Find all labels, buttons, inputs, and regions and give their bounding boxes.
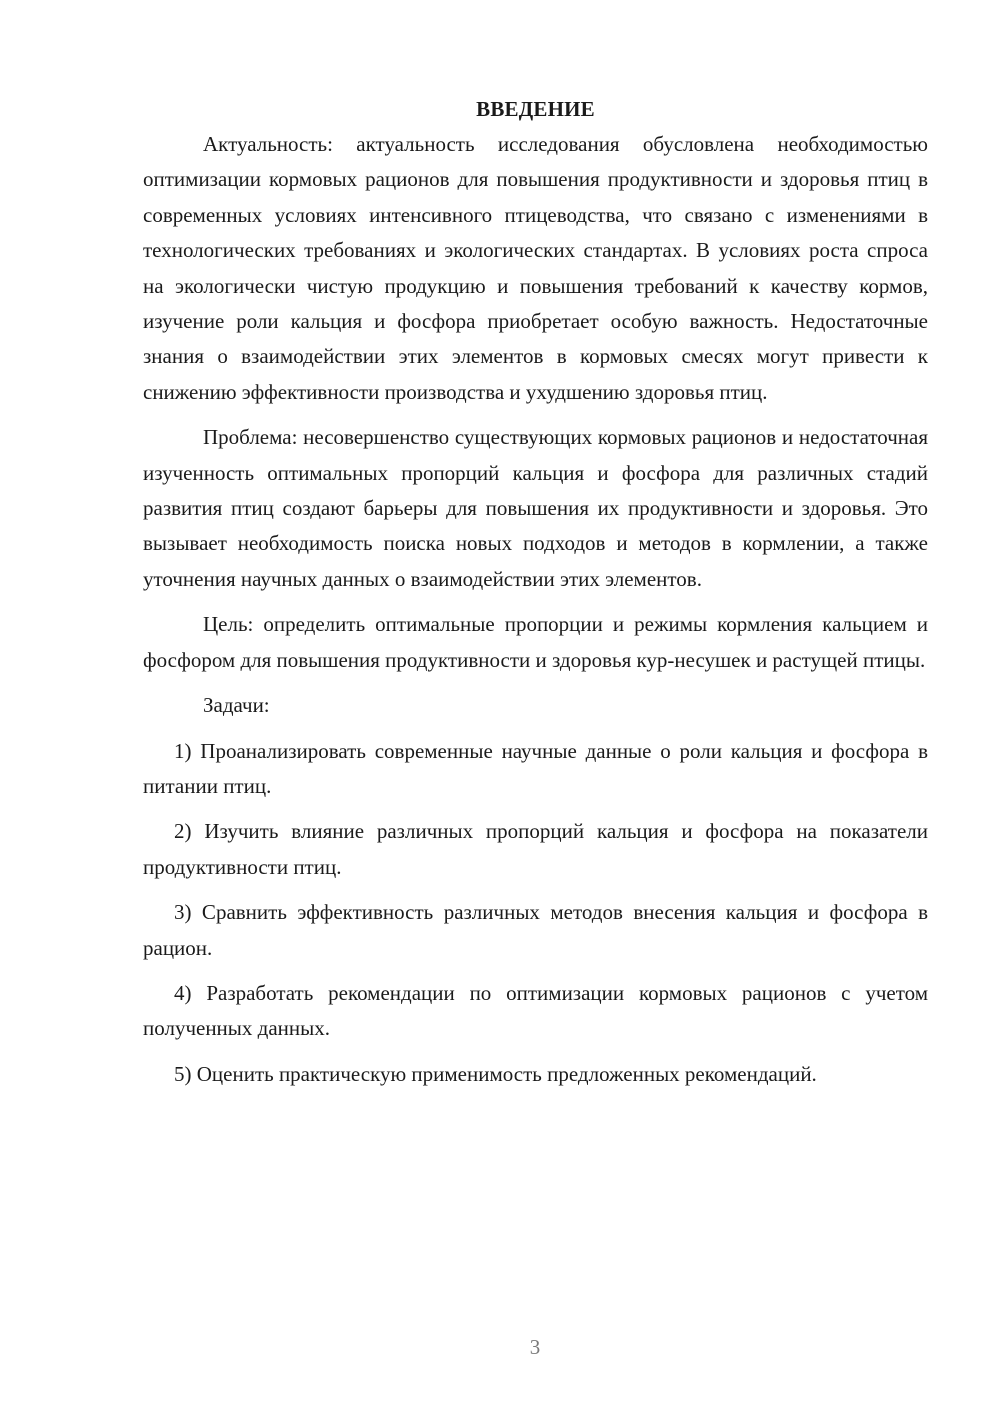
task-item-5: 5) Оценить практическую применимость предложенных рекомендаций.: [174, 1061, 817, 1086]
task-item-3: 3) Сравнить эффективность различных методов внесения кальция и фосфора в рацион.: [143, 900, 928, 960]
section-heading: ВВЕДЕНИЕ: [476, 97, 595, 121]
goal-paragraph: Цель: определить оптимальные пропорции и режимы кормления кальцием и фосфором для повышения продуктивности и здоровья кур-несушек и растущей птицы.: [143, 612, 928, 672]
relevance-paragraph: Актуальность: актуальность исследования обусловлена необходимостью оптимизации кормовых рационов для повышения продуктивности и здоровья птиц в современных условиях интенсивного птицеводства, что связано с изменениями в технологических требованиях и экологических стандартах. В условиях роста спроса на экологически чистую продукцию и повышения требований к качеству кормов, изучение роли кальция и фосфора приобретает особую важность. Недостаточные знания о взаимодействии этих элементов в кормовых смесях могут привести к снижению эффективности производства и ухудшению здоровья птиц.: [143, 132, 928, 404]
task-item-4: 4) Разработать рекомендации по оптимизации кормовых рационов с учетом полученных данных.: [143, 980, 928, 1041]
problem-paragraph: Проблема: несовершенство существующих кормовых рационов и недостаточная изученность оптимальных пропорций кальция и фосфора для различных стадий развития птиц создают барьеры для повышения их продуктивности и здоровья. Это вызывает необходимость поиска новых подходов и методов в кормлении, а также уточнения научных данных о взаимодействии этих элементов.: [143, 425, 928, 591]
tasks-label: Задачи:: [203, 693, 270, 718]
task-item-1: 1) Проанализировать современные научные данные о роли кальция и фосфора в питании птиц.: [143, 738, 928, 798]
page-number: 3: [529, 1335, 541, 1359]
task-item-2: 2) Изучить влияние различных пропорций кальция и фосфора на показатели продуктивности птиц.: [143, 819, 928, 879]
page-body: [143, 92, 928, 1092]
